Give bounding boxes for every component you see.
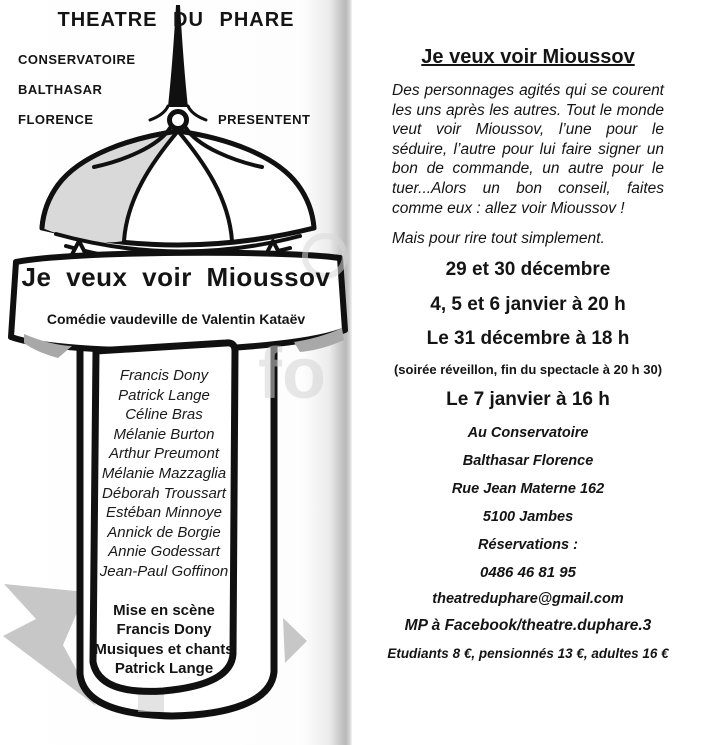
cast-member: Mélanie Burton (113, 425, 215, 443)
venue-street: Rue Jean Materne 162 (451, 481, 605, 497)
svg-text:fo: fo (258, 334, 326, 414)
cast-member: Patrick Lange (118, 386, 210, 404)
crew-line: Francis Dony (116, 621, 212, 639)
email-address: theatreduphare@gmail.com (432, 591, 624, 607)
venue-name-2: Balthasar Florence (462, 453, 594, 469)
org-line-conservatoire: CONSERVATOIRE (18, 52, 136, 67)
org-line-balthasar: BALTHASAR (18, 82, 103, 97)
cast-member: Annie Godessart (108, 543, 220, 561)
cast-member: Mélanie Mazzaglia (101, 464, 227, 482)
tagline: Mais pour rire tout simplement. (392, 230, 605, 247)
phone-number: 0486 46 81 95 (480, 564, 576, 581)
cast-member: Estéban Minnoye (106, 504, 222, 522)
org-line-florence: FLORENCE (18, 112, 94, 127)
present-label: PRESENTENT (218, 112, 311, 127)
cast-member: Arthur Preumont (108, 445, 220, 463)
show-date-note: (soirée réveillon, fin du spectacle à 20 h 30) (393, 362, 663, 377)
cast-member: Annick de Borgie (107, 523, 221, 541)
cast-member: Déborah Troussart (102, 484, 226, 502)
ticket-prices: Etudiants 8 €, pensionnés 13 €, adultes 16 € (387, 646, 669, 661)
crew-list (84, 601, 244, 679)
light-beam-right (283, 618, 307, 663)
crew-line: Patrick Lange (114, 660, 214, 678)
cast-member: Céline Bras (125, 406, 203, 424)
banner-show-title: Je veux voir Mioussov (21, 262, 331, 292)
crew-line: Musiques et chants (94, 640, 234, 658)
reservations-label: Réservations : (478, 537, 578, 553)
facebook-line: MP à Facebook/theatre.duphare.3 (404, 617, 652, 634)
synopsis-paragraph: Des personnages agités qui se courent les uns après les autres. Tout le monde veut voir Mioussov, l’une pour le séduire, l’autre pour lui faire signer un bon de commande, un autre pour le tuer...Alors un bon conseil, faites comme eux : allez voir Mioussov ! (392, 82, 664, 217)
crew-line: Mise en scène (113, 602, 215, 619)
show-title-heading: Je veux voir Mioussov (421, 46, 635, 68)
theatre-title: THEATRE DU PHARE (57, 9, 295, 31)
cast-list (86, 366, 242, 582)
spire-ball (170, 112, 187, 129)
venue-city: 5100 Jambes (482, 509, 574, 525)
banner-show-subtitle: Comédie vaudeville de Valentin Kataëv (46, 311, 306, 327)
venue-name: Au Conservatoire (467, 425, 589, 441)
cast-member: Francis Dony (119, 367, 209, 384)
show-date: Le 31 décembre à 18 h (426, 328, 630, 349)
cast-member: Jean-Paul Goffinon (99, 562, 229, 580)
show-date: 4, 5 et 6 janvier à 20 h (430, 294, 626, 315)
show-date: Le 7 janvier à 16 h (446, 389, 610, 410)
show-date: 29 et 30 décembre (445, 259, 611, 280)
